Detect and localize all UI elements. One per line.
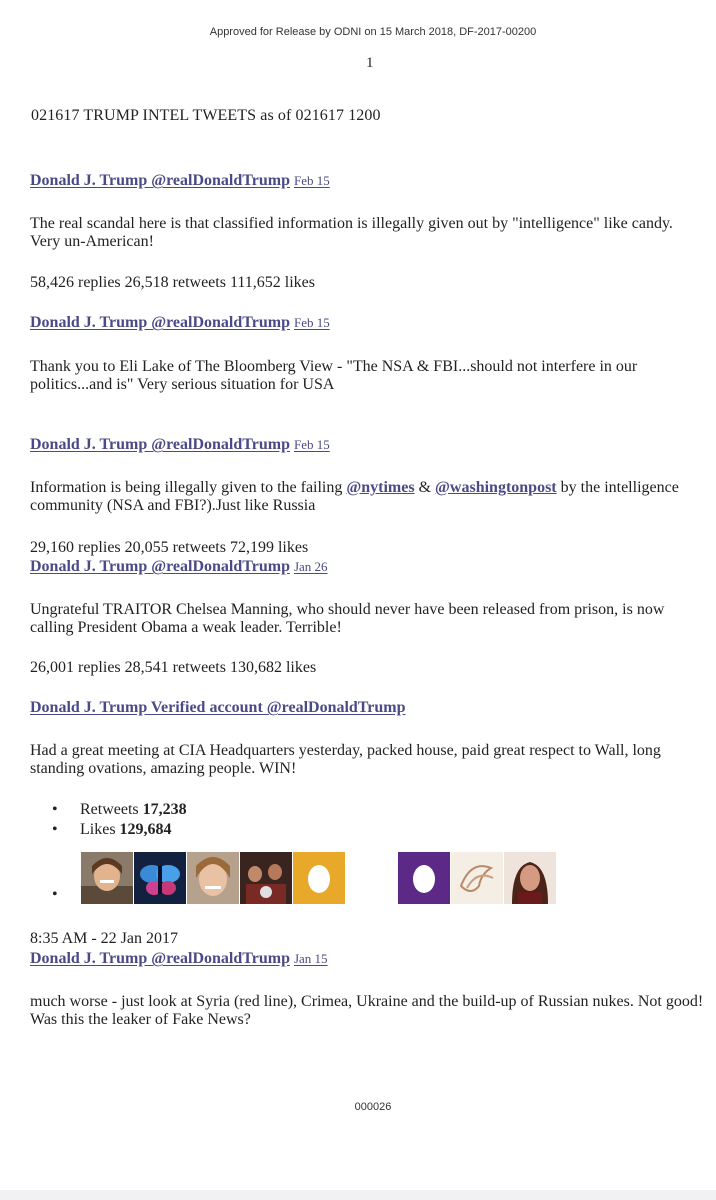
mention-nytimes[interactable]: @nytimes — [346, 479, 415, 496]
mention-washingtonpost[interactable]: @washingtonpost — [435, 479, 557, 496]
avatar[interactable] — [504, 852, 556, 904]
page-number: 1 — [366, 55, 374, 71]
default-avatar-egg-icon[interactable] — [398, 852, 450, 904]
tweet-text-part: & — [414, 479, 436, 496]
tweet-text: Ungrateful TRAITOR Chelsea Manning, who should never have been released from prison, is now calling President Obama a weak leader. Terrible! — [30, 601, 665, 636]
document-title: 021617 TRUMP INTEL TWEETS as of 021617 1200 — [31, 107, 381, 124]
tweet-stats: 58,426 replies 26,518 retweets 111,652 likes — [30, 274, 315, 291]
retweets-item — [52, 800, 187, 820]
tweet-date[interactable]: Feb 15 — [293, 315, 330, 330]
tweet-author-link[interactable] — [30, 699, 410, 717]
retweets-label: Retweets — [80, 801, 139, 818]
tweet-stats: 26,001 replies 28,541 retweets 130,682 likes — [30, 659, 317, 676]
bates-number: 000026 — [354, 1101, 392, 1113]
tweet-author-link[interactable] — [30, 172, 330, 190]
tweet-text: Had a great meeting at CIA Headquarters yesterday, packed house, paid great respect to Wall, long standing ovations, amazing people. WIN! — [30, 742, 661, 777]
bullet-glyph: • — [52, 821, 58, 838]
bullet-glyph: • — [52, 801, 58, 818]
tweet-author-link[interactable] — [30, 558, 328, 576]
tweet-stats: 29,160 replies 20,055 retweets 72,199 likes — [30, 539, 309, 556]
bullet-glyph: • — [52, 886, 58, 903]
tweet-text-part: by the intelligence community (NSA and FBI?).Just like Russia — [30, 479, 679, 514]
tweet-author[interactable]: Donald J. Trump @realDonaldTrump — [30, 436, 290, 453]
tweet-author[interactable]: Donald J. Trump @realDonaldTrump — [30, 950, 290, 967]
tweet-date[interactable]: Feb 15 — [293, 173, 330, 188]
tweet-author[interactable]: Donald J. Trump @realDonaldTrump — [30, 558, 290, 575]
likes-label: Likes — [80, 821, 116, 838]
tweet-text: much worse - just look at Syria (red line), Crimea, Ukraine and the build-up of Russian nukes. Not good! Was this the leaker of Fake News? — [30, 993, 704, 1028]
tweet-timestamp: 8:35 AM - 22 Jan 2017 — [30, 930, 178, 947]
avatar[interactable] — [451, 852, 503, 904]
tweet-date[interactable]: Feb 15 — [293, 437, 330, 452]
tweet-author-link[interactable] — [30, 436, 330, 454]
tweet-text — [30, 479, 705, 515]
avatar[interactable] — [187, 852, 239, 904]
tweet-date[interactable]: Jan 15 — [293, 951, 328, 966]
release-stamp: Approved for Release by ODNI on 15 March 2018, DF-2017-00200 — [209, 26, 537, 38]
tweet-author-link[interactable] — [30, 950, 328, 968]
tweet-author[interactable]: Donald J. Trump Verified account @realDonaldTrump — [30, 699, 406, 716]
tweet-text: Thank you to Eli Lake of The Bloomberg View - "The NSA & FBI...should not interfere in our politics...and is" Very serious situation for USA — [30, 358, 638, 393]
tweet-date[interactable]: Jan 26 — [293, 559, 328, 574]
tweet-author[interactable]: Donald J. Trump @realDonaldTrump — [30, 172, 290, 189]
avatar[interactable] — [134, 852, 186, 904]
tweet-text-part: Information is being illegally given to the failing — [30, 479, 347, 496]
retweets-value: 17,238 — [142, 801, 187, 818]
tweet-text: The real scandal here is that classified information is illegally given out by "intelligence" like candy. Very un-American! — [30, 215, 673, 250]
avatar[interactable] — [81, 852, 133, 904]
default-avatar-egg-icon[interactable] — [293, 852, 345, 904]
tweet-metrics-list — [52, 800, 187, 840]
likes-value: 129,684 — [119, 821, 172, 838]
avatar[interactable] — [240, 852, 292, 904]
tweet-author[interactable]: Donald J. Trump @realDonaldTrump — [30, 314, 290, 331]
tweet-author-link[interactable] — [30, 314, 330, 332]
likes-item — [52, 820, 187, 840]
